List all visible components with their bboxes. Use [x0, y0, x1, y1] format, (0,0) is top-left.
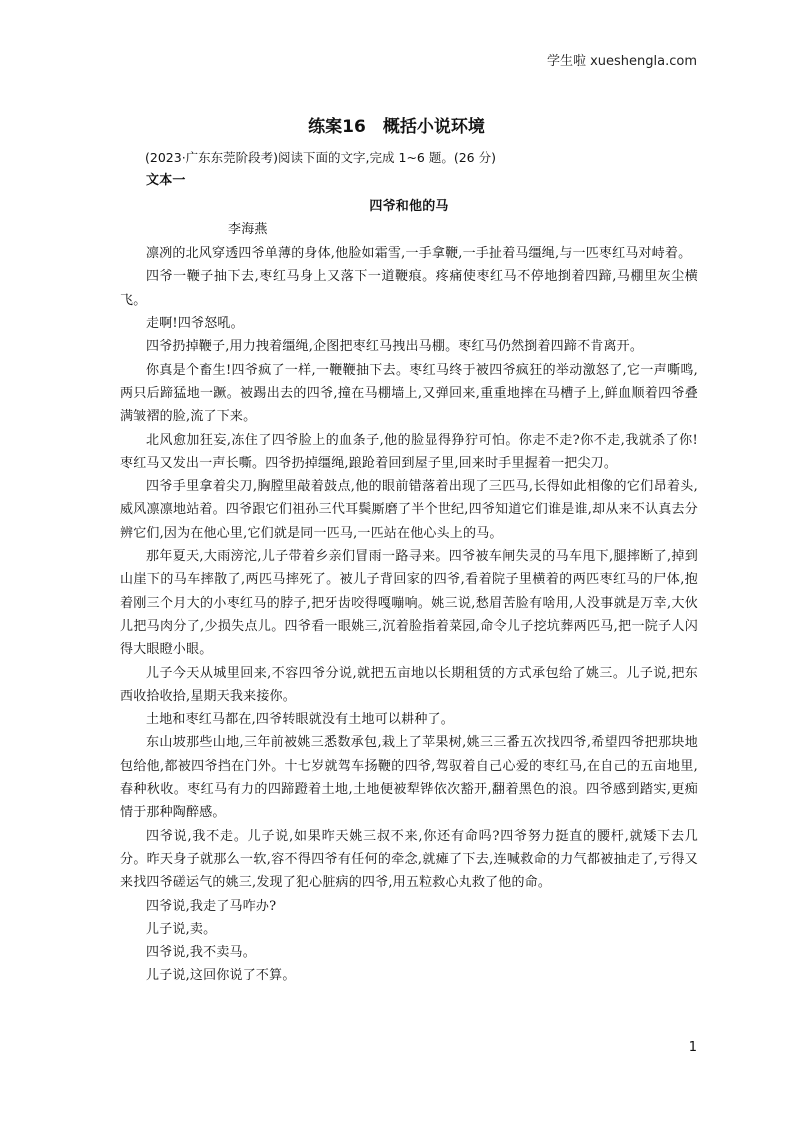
story-paragraph: 那年夏天,大雨滂沱,儿子带着乡亲们冒雨一路寻来。四爷被车闸失灵的马车甩下,腿摔断了,掉到山崖下的马车摔散了,两匹马摔死了。被儿子背回家的四爷,看着院子里横着的两匹枣红马的尸体,抱着刚三个月大的小枣红马的脖子,把牙齿咬得嘎嘣响。姚三说,愁眉苦脸有啥用,人没事就是万幸,大伙儿把马肉分了,少损失点儿。四爷看一眼姚三,沉着脸指着菜园,命令儿子挖坑葬两匹马,把一院子人闪得大眼瞪小眼。 — [120, 549, 698, 658]
page-title: 练案16 概括小说环境 — [308, 117, 485, 137]
story-paragraph: 北风愈加狂妄,冻住了四爷脸上的血条子,他的脸显得狰狞可怕。你走不走?你不走,我就杀了你!枣红马又发出一声长嘶。四爷扔掉缰绳,踉跄着回到屋子里,回来时手里握着一把尖刀。 — [120, 432, 698, 471]
story-paragraph: 走啊!四爷怒吼。 — [146, 316, 244, 332]
story-paragraph: 儿子今天从城里回来,不容四爷分说,就把五亩地以长期租赁的方式承包给了姚三。儿子说,把东西收拾收拾,星期天我来接你。 — [120, 665, 698, 704]
story-paragraph: 凛冽的北风穿透四爷单薄的身体,他脸如霜雪,一手拿鞭,一手扯着马缰绳,与一匹枣红马对峙着。 — [146, 246, 692, 262]
story-paragraph: 四爷一鞭子抽下去,枣红马身上又落下一道鞭痕。疼痛使枣红马不停地捯着四蹄,马棚里灰尘横飞。 — [120, 269, 698, 308]
story-paragraph: 土地和枣红马都在,四爷转眼就没有土地可以耕种了。 — [146, 712, 454, 728]
story-paragraph: 四爷说,我不卖马。 — [146, 945, 256, 961]
story-paragraph: 四爷说,我走了马咋办? — [146, 898, 277, 914]
story-title: 四爷和他的马 — [369, 198, 449, 214]
story-paragraph: 四爷手里拿着尖刀,胸膛里敲着鼓点,他的眼前错落着出现了三匹马,长得如此相像的它们昂着头,威风凛凛地站着。四爷跟它们祖孙三代耳鬓厮磨了半个世纪,四爷知道它们谁是谁,却从来不认真去分辨它们,因为在他心里,它们就是同一匹马,一匹站在他心头上的马。 — [120, 479, 698, 541]
story-paragraph: 儿子说,这回你说了不算。 — [146, 968, 296, 984]
page-number: 1 — [688, 1040, 697, 1055]
text-label: 文本一 — [146, 173, 186, 189]
story-paragraph: 四爷扔掉鞭子,用力拽着缰绳,企图把枣红马拽出马棚。枣红马仍然捯着四蹄不肯离开。 — [146, 339, 644, 355]
story-paragraph: 四爷说,我不走。儿子说,如果昨天姚三叔不来,你还有命吗?四爷努力挺直的腰杆,就矮下去几分。昨天身子就那么一软,容不得四爷有任何的牵念,就瘫了下去,连喊救命的力气都被抽走了,亏得又来找四爷磋运气的姚三,发现了犯心脏病的四爷,用五粒救心丸救了他的命。 — [120, 828, 698, 891]
story-author: 李海燕 — [228, 221, 268, 237]
story-paragraph: 儿子说,卖。 — [146, 921, 217, 937]
story-paragraph: 你真是个畜生!四爷疯了一样,一鞭鞭抽下去。枣红马终于被四爷疯狂的举动激怒了,它一声嘶鸣,两只后蹄猛地一蹶。被踢出去的四爷,撞在马棚墙上,又弹回来,重重地摔在马槽子上,鲜血顺着四爷叠满皱褶的脸,流了下来。 — [120, 362, 698, 425]
question-intro: (2023·广东东莞阶段考)阅读下面的文字,完成 1~6 题。(26 分) — [145, 150, 496, 165]
story-paragraph: 东山坡那些山地,三年前被姚三悉数承包,栽上了苹果树,姚三三番五次找四爷,希望四爷把那块地包给他,都被四爷挡在门外。十七岁就驾车扬鞭的四爷,驾驭着自己心爱的枣红马,在自己的五亩地里,春种秋收。枣红马有力的四蹄蹬着土地,土地便被犁铧依次豁开,翻着黑色的浪。四爷感到踏实,更痴情于那种陶醉感。 — [120, 735, 698, 821]
document-body — [120, 146, 698, 988]
site-watermark: 学生啦 xueshengla.com — [546, 54, 697, 69]
